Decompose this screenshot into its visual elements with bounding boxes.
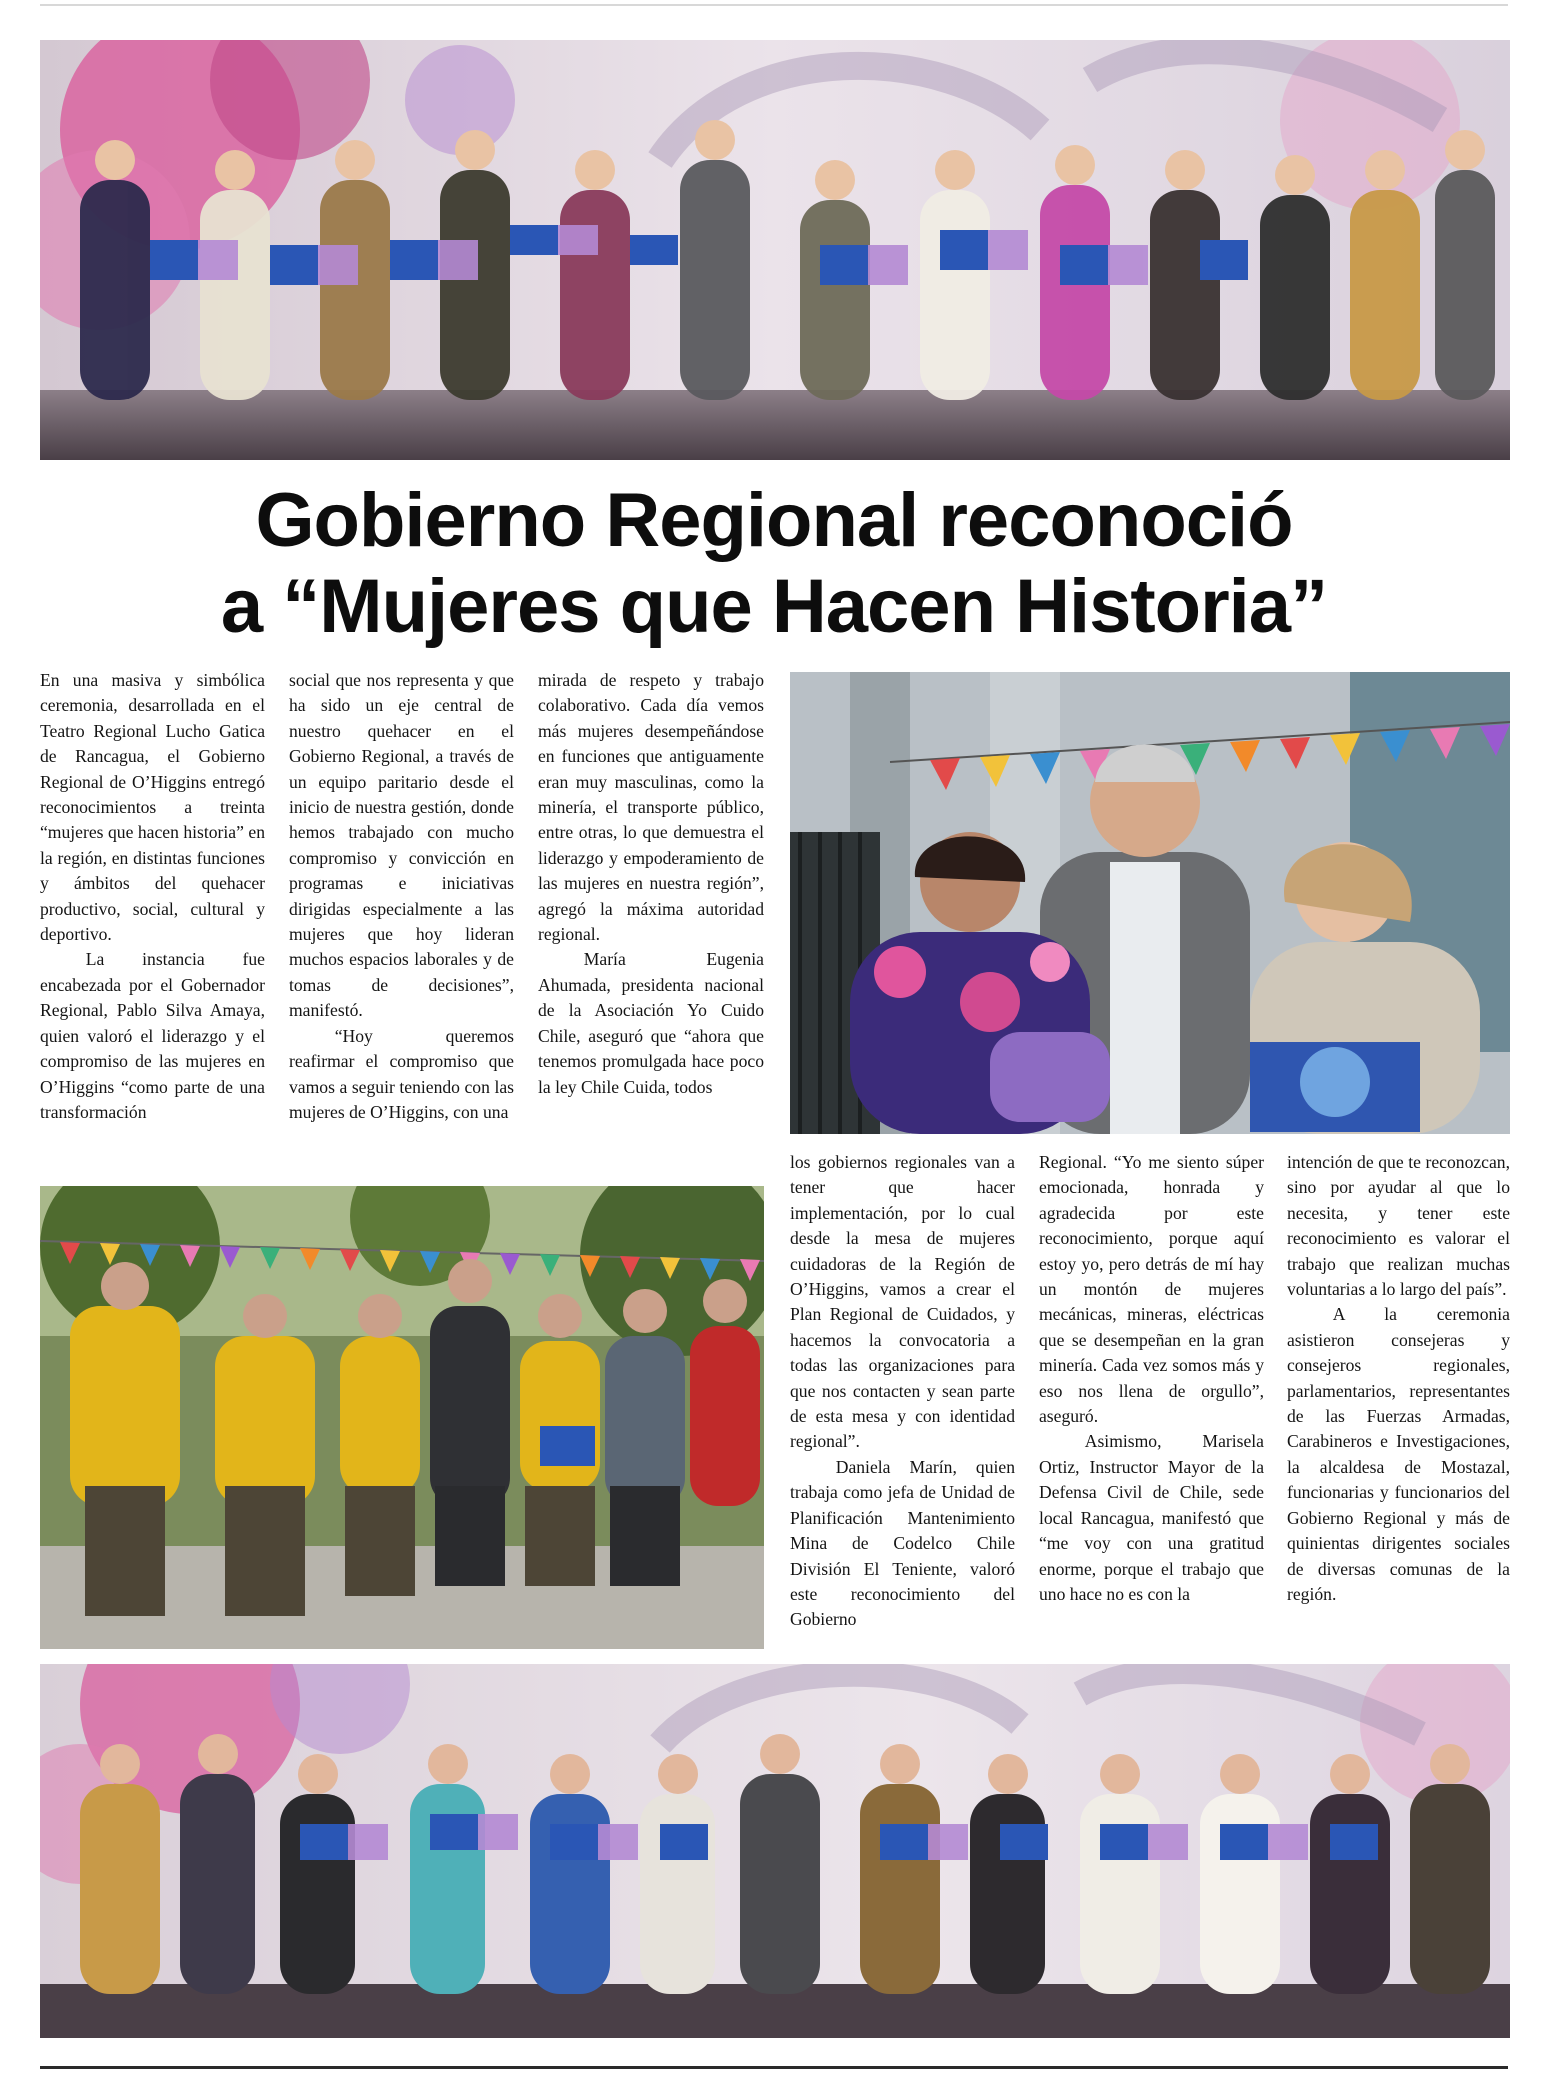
headline-line-1: Gobierno Regional reconoció	[255, 478, 1293, 563]
text-column-5	[1039, 1150, 1264, 1607]
paragraph: La instancia fue encabezada por el Gobernador Regional, Pablo Silva Amaya, quien valoró el liderazgo y el compromiso de las mujeres en O’Higgins “como parte de una transformación	[40, 949, 265, 1122]
paragraph: Asimismo, Marisela Ortiz, Instructor Mayor de la Defensa Civil de Chile, sede local Rancagua, manifestó que “me voy con una gratitud enorme, porque el trabajo que uno hace no es con la	[1039, 1431, 1264, 1604]
photo-firefighters-group-art	[40, 1186, 764, 1649]
paragraph: mirada de respeto y trabajo colaborativo. Cada día vemos más mujeres desempeñándose en funciones que antiguamente eran muy masculinas, como la minería, el transporte público, entre otras, lo que demuestra el liderazgo y empoderamiento de las mujeres en nuestra región”, agregó la máxima autoridad regional.	[538, 670, 764, 945]
paragraph: “Hoy queremos reafirmar el compromiso que vamos a seguir teniendo con las mujeres de O’Higgins, con una	[289, 1025, 514, 1122]
photo-governor-with-honorees	[790, 672, 1510, 1134]
paragraph: intención de que te reconozcan, sino por ayudar al que lo necesita, y tener este reconocimiento es valorar el trabajo que realizan muchas voluntarias a lo largo del país”.	[1287, 1152, 1510, 1300]
paragraph: los gobiernos regionales van a tener que hacer implementación, por lo cual desde la mesa de mujeres cuidadoras de la Región de O’Higgins, vamos a crear el Plan Regional de Cuidados, y hacemos la convocatoria a todas las organizaciones para que nos contacten y sean parte de esta mesa y con identidad regional”.	[790, 1152, 1015, 1452]
photo-firefighters-group	[40, 1186, 764, 1649]
photo-stage-group-bottom	[40, 1664, 1510, 2038]
headline-line-2: a “Mujeres que Hacen Historia”	[220, 564, 1328, 649]
top-rule	[40, 4, 1508, 6]
text-column-6	[1287, 1150, 1510, 1607]
text-column-3	[538, 668, 764, 1100]
bottom-rule	[40, 2066, 1508, 2069]
text-column-1	[40, 668, 265, 1125]
article-headline	[40, 478, 1508, 650]
paragraph: A la ceremonia asistieron consejeras y consejeros regionales, parlamentarios, representantes de las Fuerzas Armadas, Carabineros e Investigaciones, la alcaldesa de Mostazal, funcionarias y funcionarios del Gobierno Regional y más de quinientas dirigentes sociales de diversas comunas de la región.	[1287, 1304, 1510, 1604]
paragraph: En una masiva y simbólica ceremonia, desarrollada en el Teatro Regional Lucho Gatica de Rancagua, el Gobierno Regional de O’Higgins entregó reconocimientos a treinta “mujeres que hacen historia” en la región, en distintas funciones y ámbitos del quehacer productivo, social, cultural y deportivo.	[40, 670, 265, 945]
text-column-4	[790, 1150, 1015, 1633]
paragraph: Regional. “Yo me siento súper emocionada, honrada y agradecida por este reconocimiento, porque aquí estoy yo, pero detrás de mí hay un montón de mujeres mecánicas, mineras, eléctricas que se desempeñan en la gran minería. Cada vez somos más y eso nos llena de orgullo”, aseguró.	[1039, 1152, 1264, 1427]
photo-stage-group-top-art	[40, 40, 1510, 460]
paragraph: María Eugenia Ahumada, presidenta nacional de la Asociación Yo Cuido Chile, aseguró que “ahora que tenemos promulgada hace poco la ley Chile Cuida, todos	[538, 949, 764, 1097]
photo-stage-group-bottom-art	[40, 1664, 1510, 2038]
photo-stage-group-top	[40, 40, 1510, 460]
text-column-2	[289, 668, 514, 1125]
paragraph: Daniela Marín, quien trabaja como jefa de Unidad de Planificación Mantenimiento Mina de Codelco Chile División El Teniente, valoró este reconocimiento del Gobierno	[790, 1456, 1015, 1630]
paragraph: social que nos representa y que ha sido un eje central de nuestro quehacer en el Gobierno Regional, a través de un equipo paritario desde el inicio de nuestra gestión, donde hemos trabajado con mucho compromiso y convicción en programas e iniciativas dirigidas especialmente a las mujeres que hoy lideran muchos espacios laborales y de tomas de decisiones”, manifestó.	[289, 670, 514, 1021]
photo-governor-with-honorees-art	[790, 672, 1510, 1134]
